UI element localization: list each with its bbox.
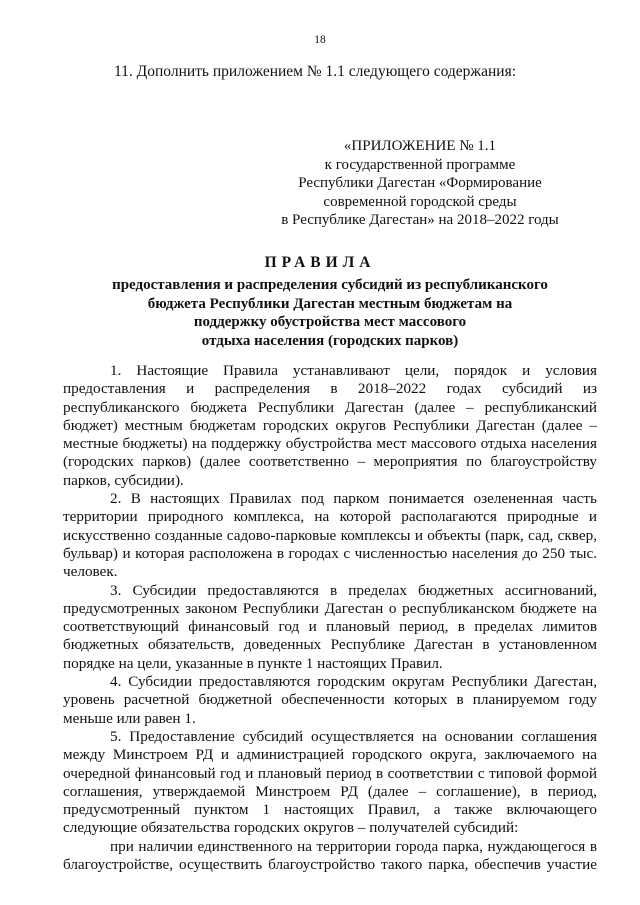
rules-title: ПРАВИЛА — [264, 254, 376, 271]
appendix-line: современной городской среды — [323, 193, 517, 210]
rules-subtitle-line: бюджета Республики Дагестан местным бюджетам на — [147, 295, 513, 312]
paragraph: 5. Предоставление субсидий осуществляется на основании соглашения между Минстроем РД и администрацией городского округа, заключаемого на очередной финансовый год и плановый период в соответствии с типовой формой соглашения, утверждаемой Минстроем РД (далее – соглашение), в период, предусмотренный пунктом 1 настоящих Правил, а также включающего следующие обязательства городских округов – получателей субсидий: — [63, 727, 597, 837]
appendix-line: в Республике Дагестан» на 2018–2022 годы — [281, 212, 559, 228]
paragraph: 4. Субсидии предоставляются городским округам Республики Дагестан, уровень расчетной бюджетной обеспеченности которых в планируемом году меньше или равен 1. — [63, 673, 597, 727]
rules-subtitle-line: отдыха населения (городских парков) — [201, 332, 459, 349]
rules-subtitle-line: поддержку обустройства мест массового — [193, 314, 467, 330]
appendix-line: Республики Дагестан «Формирование — [298, 175, 542, 191]
page-number: 18 — [314, 34, 326, 46]
amendment-line: 11. Дополнить приложением № 1.1 следующего содержания: — [114, 63, 517, 80]
rules-subtitle-line: предоставления и распределения субсидий из республиканского — [112, 277, 548, 293]
appendix-line: «ПРИЛОЖЕНИЕ № 1.1 — [343, 138, 497, 154]
paragraph: 2. В настоящих Правилах под парком понимается озелененная часть территории природного комплекса, на которой располагаются природные и искусственно созданные садово-парковые комплексы и объекты (парк, сад, сквер, бульвар) и которая расположена в городах с численностью населения до 250 тыс. человек. — [63, 490, 597, 581]
document-body — [63, 362, 597, 874]
appendix-header — [270, 137, 570, 230]
paragraph: 3. Субсидии предоставляются в пределах бюджетных ассигнований, предусмотренных законом Республики Дагестан о республиканском бюджете на соответствующий финансовый год и плановый период, в пределах лимитов бюджетных обязательств, доведенных Республике Дагестан в установленном порядке на цели, указанные в пункте 1 настоящих Правил. — [63, 581, 597, 672]
appendix-line: к государственной программе — [324, 156, 516, 173]
paragraph: при наличии единственного на территории города парка, нуждающегося в благоустройстве, осуществить благоустройство такого парка, обеспечив участие — [63, 837, 597, 874]
rules-subtitle — [60, 276, 600, 350]
paragraph: 1. Настоящие Правила устанавливают цели, порядок и условия предоставления и распределения в 2018–2022 годах субсидий из республиканского бюджета Республики Дагестан (далее – республиканский бюджет) местным бюджетам городских округов Республики Дагестан (далее – местные бюджеты) на поддержку обустройства мест массового отдыха населения (городских парков) (далее соответственно – мероприятия по благоустройству парков, субсидии). — [63, 362, 597, 489]
